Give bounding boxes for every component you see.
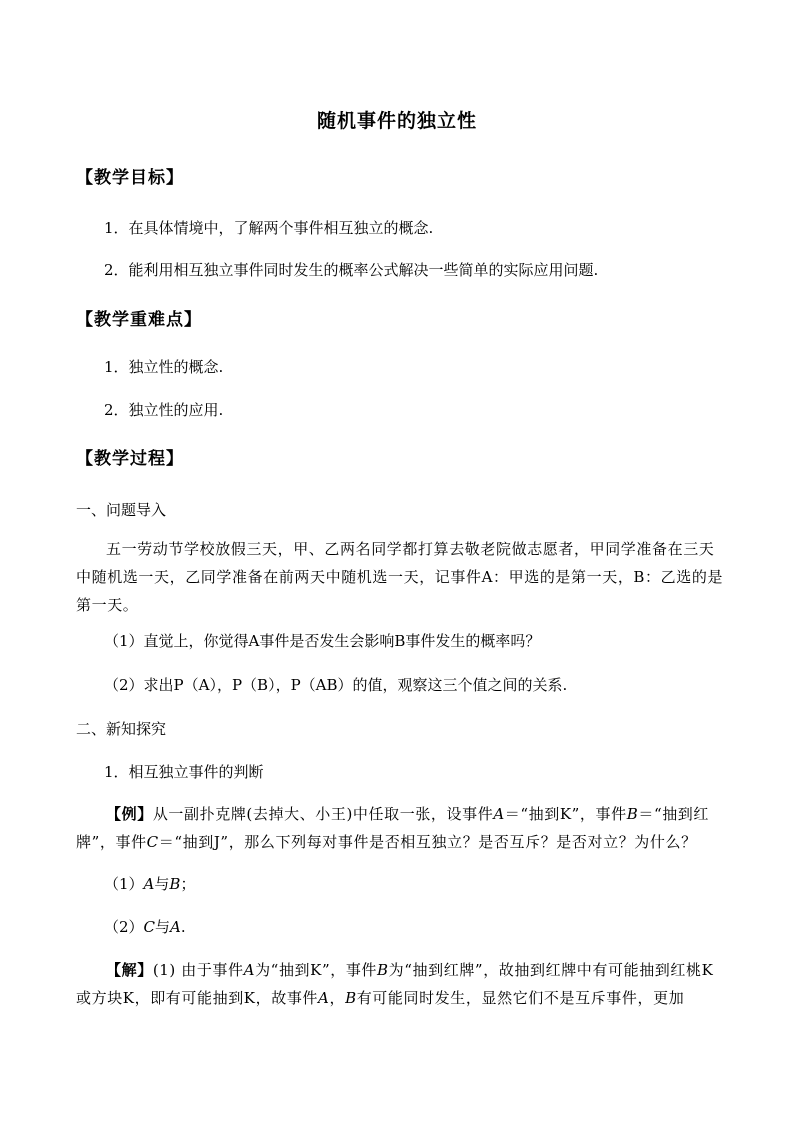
question-1: （1）直觉上，你觉得A事件是否发生会影响B事件发生的概率吗？ — [104, 632, 541, 650]
example-question-1: （1）A与B； — [104, 875, 196, 893]
solution-paragraph: 【解】(1) 由于事件A为“抽到K”，事件B为“抽到红牌”，故抽到红牌中有可能抽到红桃K或方块K，即有可能抽到K，故事件A，B有可能同时发生，显然它们不是互斥事件，更加 — [76, 961, 714, 1007]
section-heading-key-points: 【教学重难点】 — [76, 310, 202, 330]
part2-heading: 二、新知探究 — [76, 720, 167, 738]
objective-item-2: 2．能利用相互独立事件同时发生的概率公式解决一些简单的实际应用问题. — [104, 261, 599, 279]
example-label: 【例】 — [106, 805, 153, 823]
document-title: 随机事件的独立性 — [316, 110, 477, 132]
event-a: A — [493, 805, 505, 823]
question-2: （2）求出P（A），P（B），P（AB）的值，观察这三个值之间的关系. — [104, 676, 568, 694]
solution-label: 【解】 — [106, 961, 153, 979]
objective-item-1: 1．在具体情境中，了解两个事件相互独立的概念. — [104, 219, 434, 237]
example-paragraph: 【例】从一副扑克牌(去掉大、小王)中任取一张，设事件A＝“抽到K”，事件B＝“抽到红牌”，事件C＝“抽到J”，那么下列每对事件是否相互独立？是否互斥？是否对立？为什么？ — [76, 805, 710, 851]
event-b: B — [626, 805, 639, 823]
part1-heading: 一、问题导入 — [76, 501, 167, 519]
key-point-item-1: 1．独立性的概念. — [104, 358, 224, 376]
intro-paragraph: 五一劳动节学校放假三天，甲、乙两名同学都打算去敬老院做志愿者，甲同学准备在三天中随机选一天，乙同学准备在前两天中随机选一天，记事件A：甲选的是第一天，B：乙选的是第一天。 — [76, 540, 724, 614]
section-heading-objectives: 【教学目标】 — [76, 168, 184, 188]
event-c: C — [146, 833, 159, 851]
subsection-1-heading: 1．相互独立事件的判断 — [104, 763, 264, 781]
example-question-2: （2）C与A. — [104, 918, 186, 936]
section-heading-process: 【教学过程】 — [76, 449, 184, 469]
key-point-item-2: 2．独立性的应用. — [104, 401, 224, 419]
